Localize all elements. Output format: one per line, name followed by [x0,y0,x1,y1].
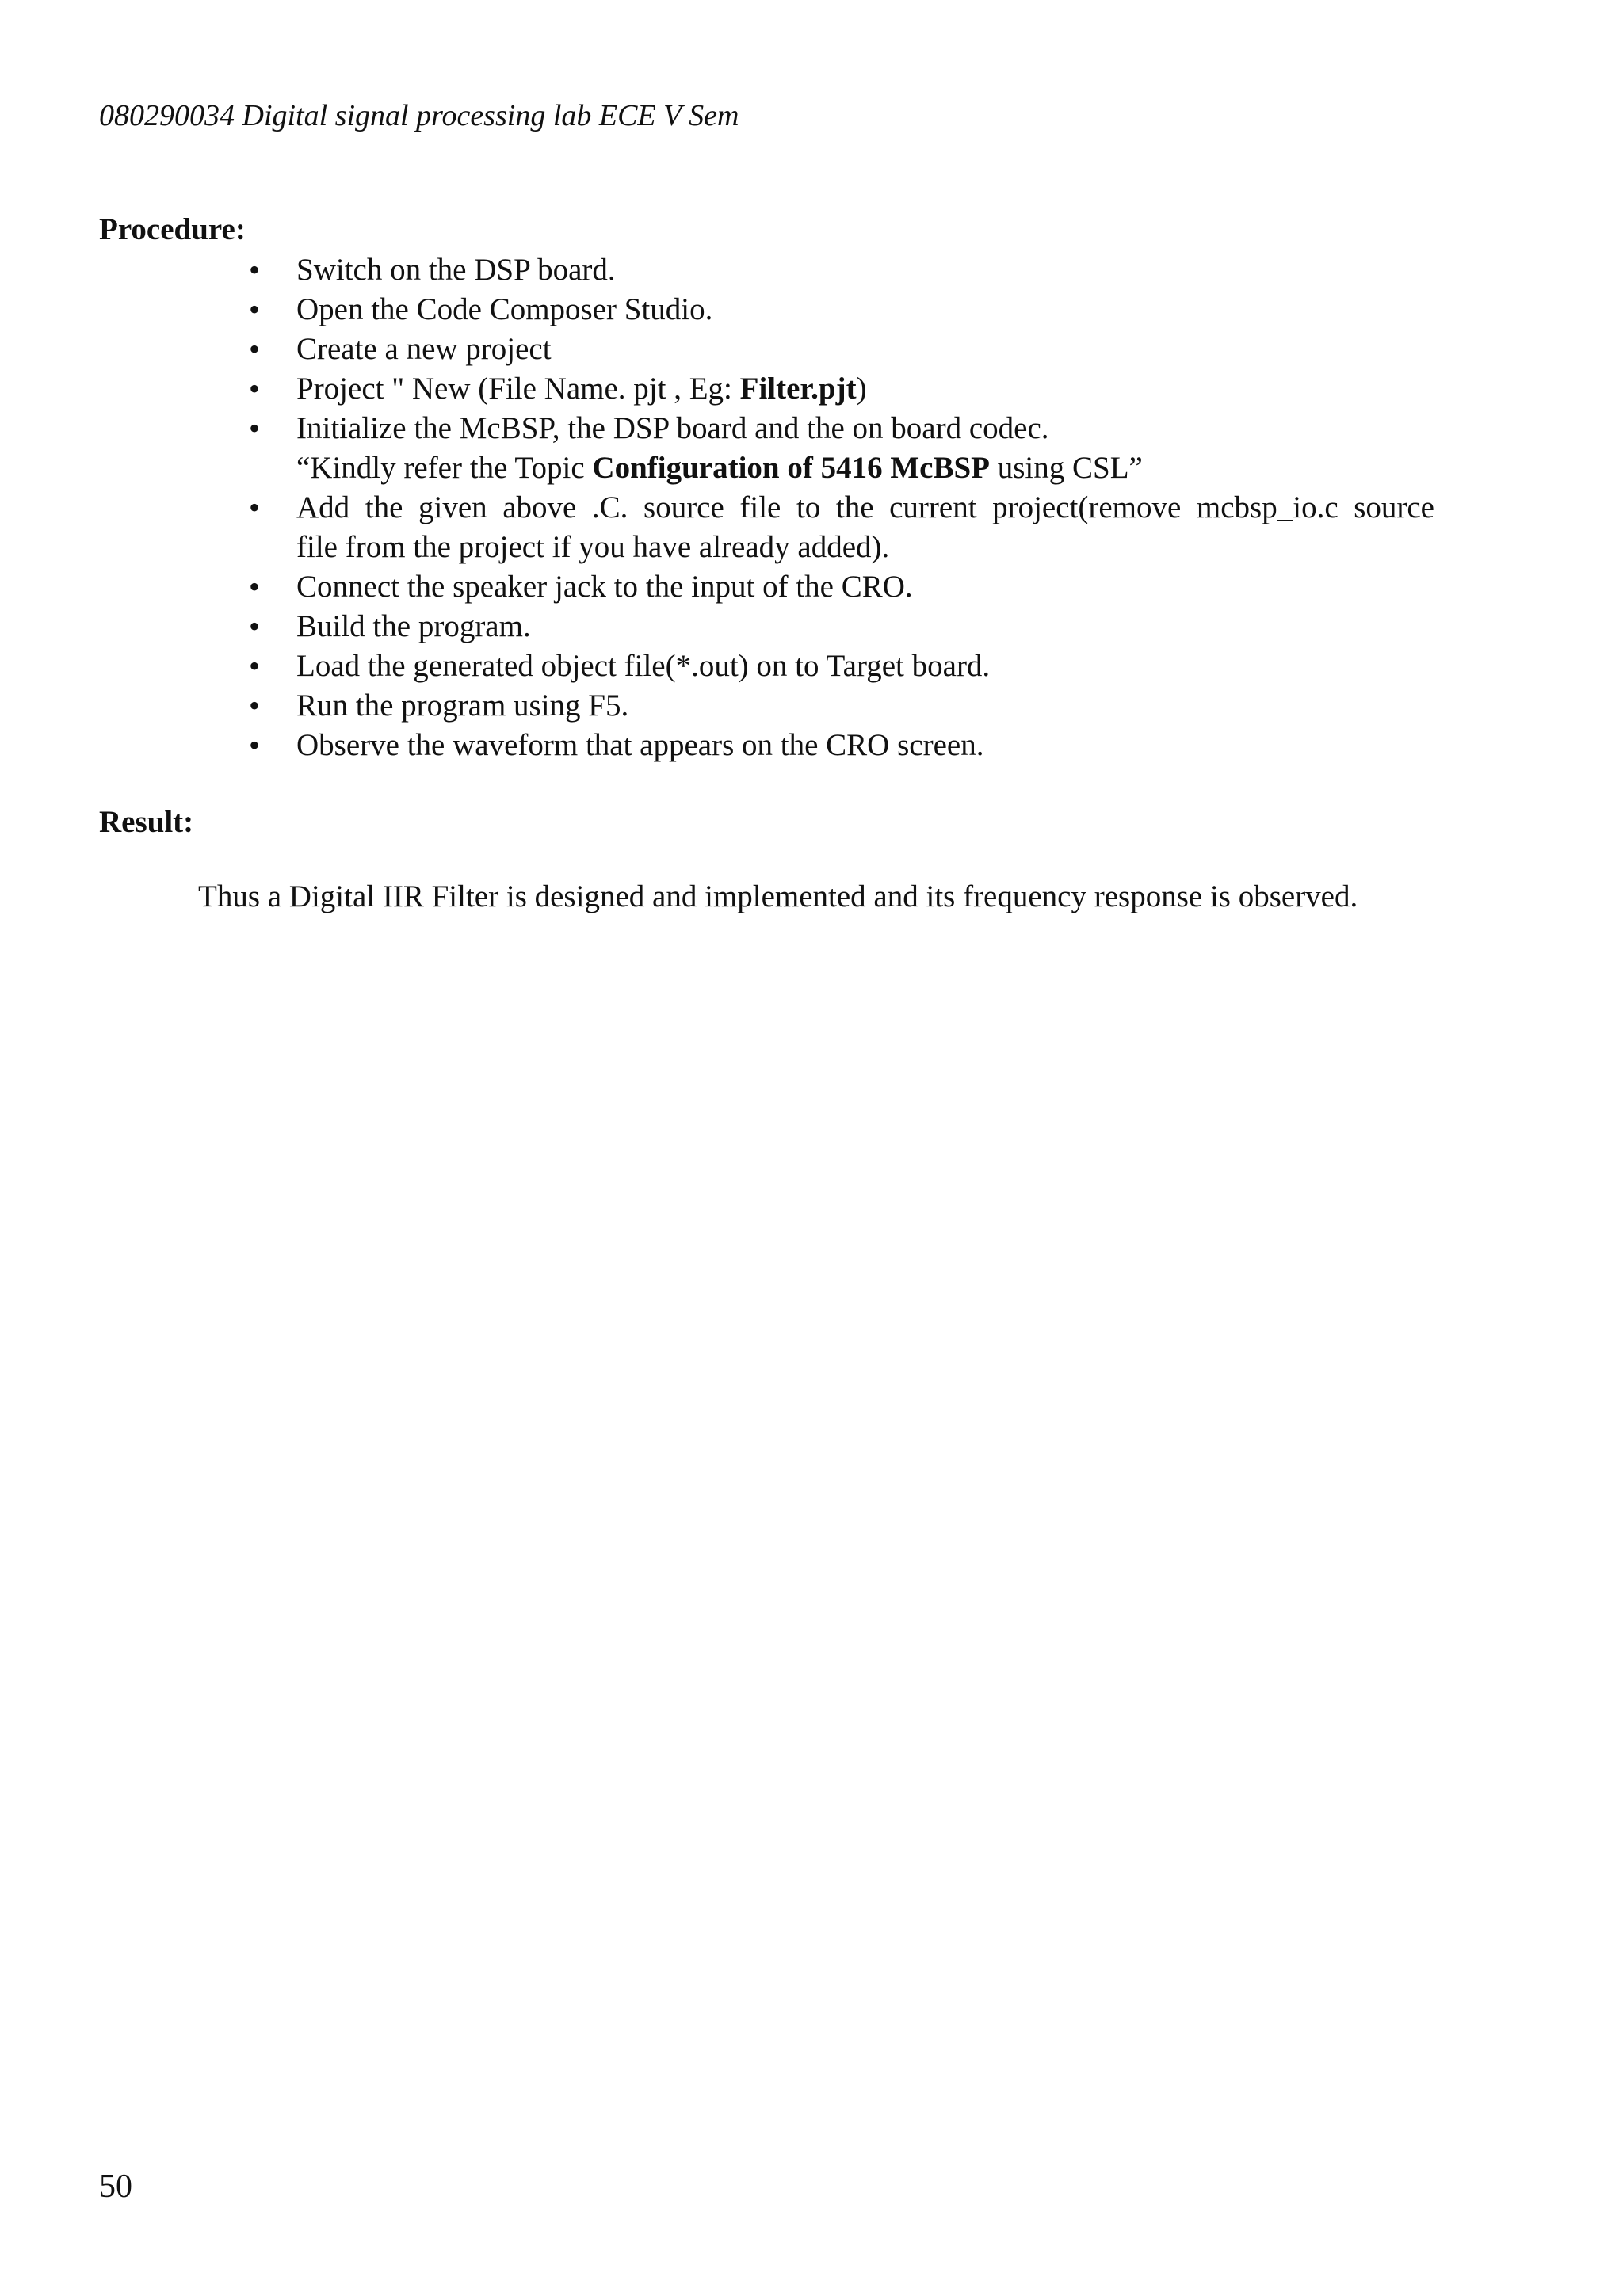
bullet-icon: • [249,252,261,288]
step-text: Initialize the McBSP, the DSP board and the on board codec. [296,411,1049,445]
result-text: Thus a Digital IIR Filter is designed and implemented and its frequency response is observed. [198,879,1358,913]
bullet-icon: • [249,292,261,327]
bullet-icon: • [249,331,261,367]
page-header: 080290034 Digital signal processing lab ECE V Sem [99,99,739,132]
step-text: ) [856,372,867,406]
bullet-icon: • [249,727,261,763]
bullet-icon: • [249,569,261,605]
procedure-step [246,290,1434,330]
step-note [296,448,1434,488]
procedure-step [246,488,1434,567]
step-text: Observe the waveform that appears on the CRO screen. [296,728,984,762]
step-text: Build the program. [296,609,531,643]
procedure-list [246,250,1434,765]
procedure-heading: Procedure: [99,212,246,246]
page-number: 50 [99,2168,132,2205]
bullet-icon: • [249,490,261,525]
step-text: Project " New (File Name. pjt , Eg: [296,372,740,406]
step-text: Run the program using F5. [296,688,629,723]
step-text: Create a new project [296,332,552,366]
step-text: Add the given above .C. source file to the current project(remove mcbsp_io.c source [296,490,1434,524]
procedure-step [246,409,1434,488]
file-name-example: Filter.pjt [739,372,857,406]
bullet-icon: • [249,648,261,684]
step-text: Switch on the DSP board. [296,253,616,287]
step-text: Connect the speaker jack to the input of the CRO. [296,570,913,604]
procedure-step [246,726,1434,765]
step-text-continued: file from the project if you have already added). [296,530,890,564]
procedure-step [246,567,1434,607]
procedure-step [246,686,1434,726]
bullet-icon: • [249,371,261,406]
procedure-step [246,369,1434,409]
procedure-step [246,646,1434,686]
step-note-suffix: using CSL” [990,451,1143,485]
result-heading: Result: [99,805,194,839]
topic-reference: Configuration of 5416 McBSP [592,451,990,485]
step-text: Open the Code Composer Studio. [296,292,713,326]
step-text: Load the generated object file(*.out) on to Target board. [296,649,991,683]
step-note-prefix: “Kindly refer the Topic [296,451,593,485]
bullet-icon: • [249,410,261,446]
procedure-step [246,250,1434,290]
procedure-step [246,330,1434,369]
procedure-step [246,607,1434,646]
bullet-icon: • [249,688,261,723]
bullet-icon: • [249,608,261,644]
